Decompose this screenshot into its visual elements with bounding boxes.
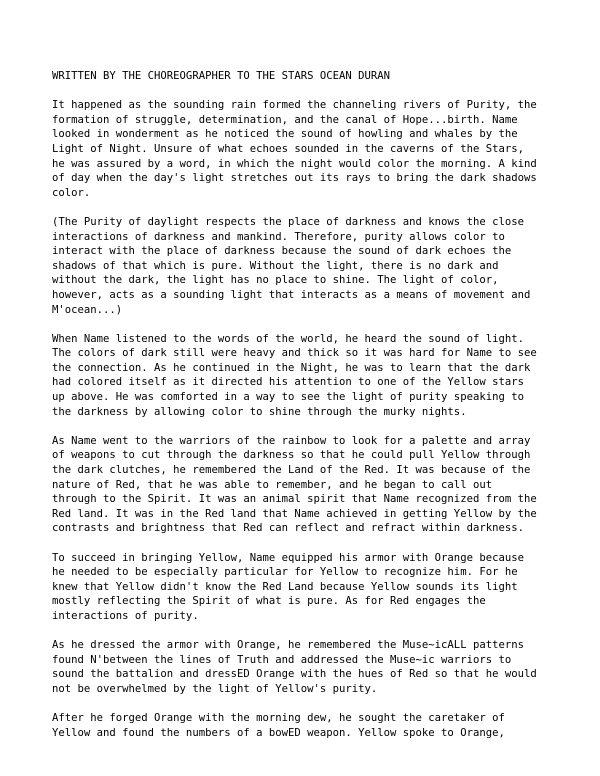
text-line: formation of struggle, determination, and the canal of Hope...birth. Name — [52, 113, 518, 126]
paragraph — [52, 638, 552, 696]
text-line: sound the battalion and dressED Orange with the hues of Red so that he would — [52, 668, 537, 681]
text-line: After he forged Orange with the morning dew, he sought the caretaker of — [52, 712, 505, 725]
text-line: of weapons to cut through the darkness so that he could pull Yellow through — [52, 449, 531, 462]
text-line: color. — [52, 186, 91, 199]
text-line: As he dressed the armor with Orange, he remembered the Muse~icALL patterns — [52, 639, 524, 652]
text-line: (The Purity of daylight respects the place of darkness and knows the close — [52, 215, 524, 228]
text-line: knew that Yellow didn't know the Red Land because Yellow sounds its light — [52, 580, 518, 593]
text-line: not be overwhelmed by the light of Yellow's purity. — [52, 682, 378, 695]
text-line: mostly reflecting the Spirit of what is pure. As for Red engages the — [52, 595, 486, 608]
text-line: shadows of that which is pure. Without the light, there is no dark and — [52, 259, 499, 272]
document-body — [52, 98, 552, 740]
paragraph — [52, 434, 552, 536]
text-line: interactions of purity. — [52, 609, 199, 622]
text-line: however, acts as a sounding light that interacts as a means of movement and — [52, 288, 531, 301]
text-line: had colored itself as it directed his attention to one of the Yellow stars — [52, 376, 524, 389]
paragraph — [52, 332, 552, 420]
text-line: found N'between the lines of Truth and addressed the Muse~ic warriors to — [52, 653, 512, 666]
text-line: looked in wonderment as he noticed the sound of howling and whales by the — [52, 128, 518, 141]
document-page — [52, 69, 552, 755]
text-line: the dark clutches, he remembered the Land of the Red. It was because of the — [52, 464, 531, 477]
text-line: interactions of darkness and mankind. Therefore, purity allows color to — [52, 230, 505, 243]
text-line: When Name listened to the words of the world, he heard the sound of light. — [52, 332, 524, 345]
text-line: Yellow and found the numbers of a bowED weapon. Yellow spoke to Orange, — [52, 726, 505, 739]
text-line: up above. He was comforted in a way to see the light of purity speaking to — [52, 391, 524, 404]
text-line: Light of Night. Unsure of what echoes sounded in the caverns of the Stars, — [52, 142, 524, 155]
text-line: he needed to be especially particular for Yellow to recognize him. For he — [52, 566, 518, 579]
document-title: WRITTEN BY THE CHOREOGRAPHER TO THE STARS OCEAN DURAN — [52, 70, 391, 82]
paragraph — [52, 215, 552, 317]
text-line: As Name went to the warriors of the rainbow to look for a palette and array — [52, 434, 531, 447]
text-line: without the dark, the light has no place to shine. The light of color, — [52, 274, 499, 287]
text-line: the darkness by allowing color to shine through the murky nights. — [52, 405, 467, 418]
paragraph — [52, 711, 552, 740]
text-line: nature of Red, that he was able to remember, and he began to call out — [52, 478, 493, 491]
text-line: the connection. As he continued in the Night, he was to learn that the dark — [52, 361, 531, 374]
text-line: The colors of dark still were heavy and thick so it was hard for Name to see — [52, 347, 537, 360]
text-line: he was assured by a word, in which the night would color the morning. A kind — [52, 157, 537, 170]
text-line: Red land. It was in the Red land that Name achieved in getting Yellow by the — [52, 507, 537, 520]
paragraph — [52, 98, 552, 200]
text-line: It happened as the sounding rain formed the channeling rivers of Purity, the — [52, 99, 537, 112]
paragraph — [52, 551, 552, 624]
text-line: M'ocean...) — [52, 303, 123, 316]
text-line: interact with the place of darkness because the sound of dark echoes the — [52, 245, 512, 258]
text-line: To succeed in bringing Yellow, Name equipped his armor with Orange because — [52, 551, 524, 564]
text-line: contrasts and brightness that Red can reflect and refract within darkness. — [52, 522, 524, 535]
text-line: through to the Spirit. It was an animal spirit that Name recognized from the — [52, 493, 537, 506]
text-line: of day when the day's light stretches out its rays to bring the dark shadows — [52, 172, 537, 185]
